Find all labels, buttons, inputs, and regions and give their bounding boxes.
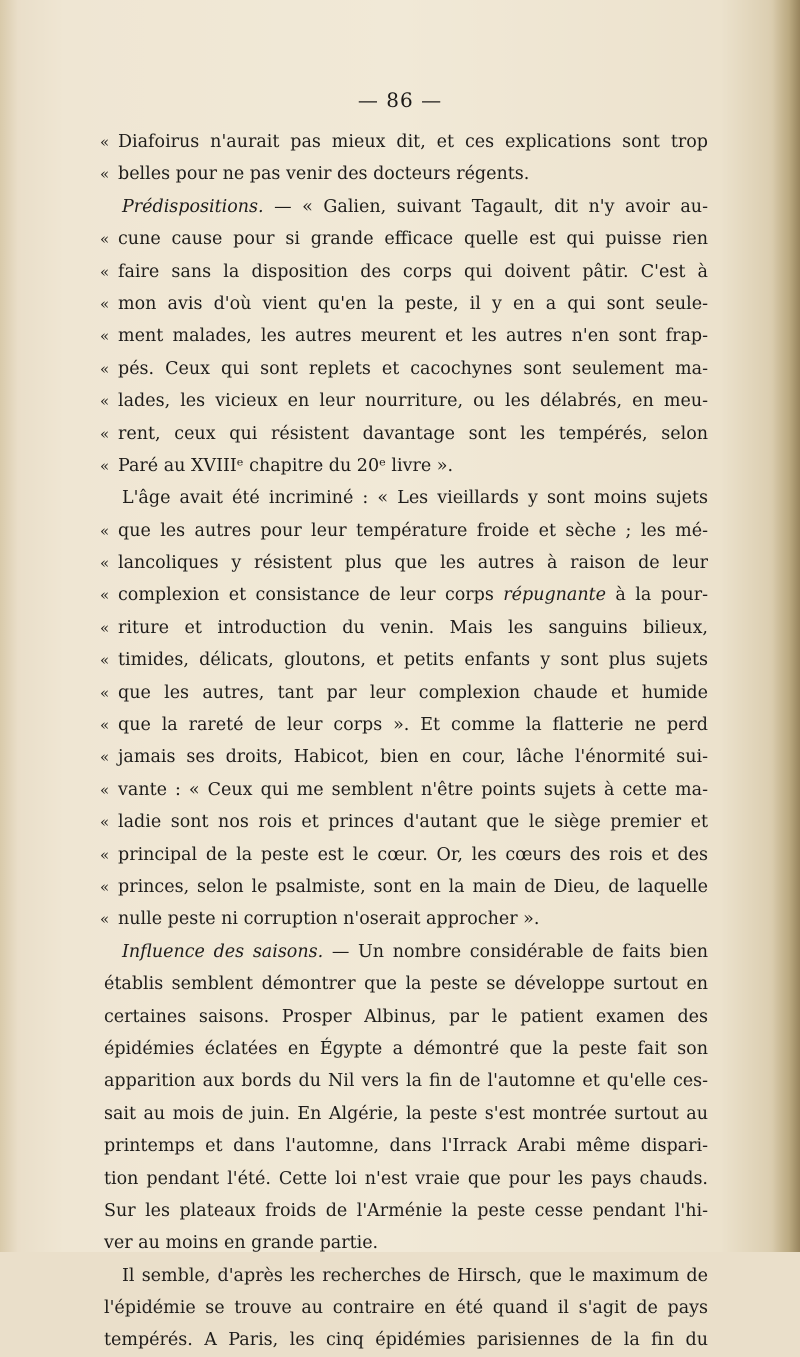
text-line: [104, 839, 708, 871]
text-line: [104, 936, 708, 968]
line-text: — Un nombre considérable de faits bien: [323, 941, 708, 962]
line-text: princes, selon le psalmiste, sont en la main de Dieu, de laquelle: [118, 876, 708, 897]
text-line: [104, 1033, 708, 1065]
line-text: établis semblent démontrer que la peste se développe surtout en: [104, 974, 708, 995]
line-text: Sur les plateaux froids de l'Arménie la peste cesse pendant l'hi-: [104, 1200, 708, 1221]
text-line: [104, 1065, 708, 1097]
quote-mark: [100, 903, 118, 935]
line-text: Diafoirus n'aurait pas mieux dit, et ces explications sont trop: [118, 132, 708, 152]
line-text: nulle peste ni corruption n'oserait approcher ».: [118, 909, 540, 930]
text-line: [104, 450, 708, 482]
line-text: jamais ses droits, Habicot, bien en cour, lâche l'énormité sui-: [118, 747, 708, 768]
quote-mark: [100, 741, 118, 773]
line-text: lancoliques y résistent plus que les autres à raison de leur: [118, 553, 708, 574]
text-line: [104, 256, 708, 288]
quote-mark: [100, 644, 118, 676]
line-text: belles pour ne pas venir des docteurs régents.: [118, 164, 530, 185]
line-text: que les autres pour leur température froide et sèche ; les mé-: [118, 520, 708, 541]
quote-mark: [100, 223, 118, 255]
quote-mark: [100, 612, 118, 644]
text-line: [104, 1098, 708, 1130]
line-text: vante : « Ceux qui me semblent n'être points sujets à cette ma-: [118, 779, 708, 800]
text-line: [104, 353, 708, 385]
line-text: Paré au XVIIIᵉ chapitre du 20ᵉ livre ».: [118, 455, 454, 476]
line-text: principal de la peste est le cœur. Or, les cœurs des rois et des: [118, 844, 708, 865]
quote-mark: [100, 547, 118, 579]
quote-mark: [100, 353, 118, 385]
text-line: [104, 385, 708, 417]
text-line: [104, 1324, 708, 1356]
quote-mark: [100, 418, 118, 450]
line-text: printemps et dans l'automne, dans l'Irrack Arabi même dispari-: [104, 1136, 708, 1157]
text-line: [104, 191, 708, 223]
line-text: faire sans la disposition des corps qui doivent pâtir. C'est à: [118, 261, 708, 282]
text-line: [104, 1292, 708, 1324]
text-line: [104, 709, 708, 741]
quote-mark: [100, 774, 118, 806]
text-line: [104, 158, 708, 190]
text-line: [104, 1130, 708, 1162]
line-text: sait au mois de juin. En Algérie, la peste s'est montrée surtout au: [104, 1103, 708, 1124]
text-line: [104, 126, 708, 158]
text-line: [104, 320, 708, 352]
text-line: [104, 515, 708, 547]
text-line: [104, 677, 708, 709]
line-text: rent, ceux qui résistent davantage sont les tempérés, selon: [118, 423, 708, 444]
line-text: pés. Ceux qui sont replets et cacochynes sont seulement ma-: [118, 358, 708, 379]
quote-mark: [100, 871, 118, 903]
text-line: [104, 774, 708, 806]
line-text: — « Galien, suivant Tagault, dit n'y avoir au-: [263, 196, 708, 217]
emphasized-word: répugnante: [503, 585, 607, 606]
page-edge-shadow-right: [772, 0, 800, 1252]
text-line: [104, 1227, 708, 1259]
section-heading: Influence des saisons.: [122, 941, 324, 962]
line-text: timides, délicats, gloutons, et petits enfants y sont plus sujets: [118, 650, 708, 671]
line-text: épidémies éclatées en Égypte a démontré que la peste fait son: [104, 1038, 708, 1059]
line-text: complexion et consistance de leur corps: [118, 585, 504, 606]
text-line: [104, 644, 708, 676]
line-text: mon avis d'où vient qu'en la peste, il y en a qui sont seule-: [118, 293, 708, 314]
line-text: riture et introduction du venin. Mais les sanguins bilieux,: [118, 617, 708, 638]
page-edge-shadow-left: [0, 0, 18, 1252]
text-line: [104, 741, 708, 773]
quote-mark: [100, 806, 118, 838]
line-text: ladie sont nos rois et princes d'autant que le siège premier et: [118, 812, 708, 833]
quote-mark: [100, 158, 118, 190]
line-text: que les autres, tant par leur complexion chaude et humide: [118, 682, 708, 703]
section-heading: Prédispositions.: [122, 196, 264, 217]
text-line: [104, 288, 708, 320]
text-line: [104, 223, 708, 255]
quote-mark: [100, 839, 118, 871]
line-text: l'épidémie se trouve au contraire en été quand il s'agit de pays: [104, 1298, 708, 1319]
line-text: ver au moins en grande partie.: [104, 1233, 379, 1254]
text-line: [104, 871, 708, 903]
text-line: [104, 1260, 708, 1292]
quote-mark: [100, 126, 118, 158]
text-line: [104, 547, 708, 579]
quote-mark: [100, 677, 118, 709]
line-text: ment malades, les autres meurent et les autres n'en sont frap-: [118, 326, 708, 347]
quote-mark: [100, 709, 118, 741]
text-line: [104, 968, 708, 1000]
quote-mark: [100, 256, 118, 288]
text-line: [104, 579, 708, 611]
quote-mark: [100, 385, 118, 417]
text-line: [104, 806, 708, 838]
text-line: [104, 1163, 708, 1195]
line-text: tempérés. A Paris, les cinq épidémies parisiennes de la fin du: [104, 1330, 708, 1351]
line-text: certaines saisons. Prosper Albinus, par le patient examen des: [104, 1006, 708, 1027]
text-line: [104, 612, 708, 644]
quote-mark: [100, 579, 118, 611]
text-line: [104, 482, 708, 514]
line-text: apparition aux bords du Nil vers la fin de l'automne et qu'elle ces-: [104, 1071, 708, 1092]
line-text: que la rareté de leur corps ». Et comme la flatterie ne perd: [118, 715, 708, 736]
line-text: à la pour-: [606, 585, 708, 606]
text-body: [104, 126, 708, 1357]
line-text: Il semble, d'après les recherches de Hirsch, que le maximum de: [122, 1265, 708, 1286]
line-text: lades, les vicieux en leur nourriture, ou les délabrés, en meu-: [118, 391, 708, 412]
line-text: tion pendant l'été. Cette loi n'est vraie que pour les pays chauds.: [104, 1168, 708, 1189]
text-line: [104, 1001, 708, 1033]
quote-mark: [100, 288, 118, 320]
quote-mark: [100, 320, 118, 352]
line-text: L'âge avait été incriminé : « Les vieillards y sont moins sujets: [122, 488, 708, 509]
text-line: [104, 903, 708, 935]
quote-mark: [100, 450, 118, 482]
quote-mark: [100, 515, 118, 547]
page-number: — 86 —: [357, 88, 443, 112]
text-line: [104, 418, 708, 450]
text-line: [104, 1195, 708, 1227]
line-text: cune cause pour si grande efficace quelle est qui puisse rien: [118, 229, 708, 250]
